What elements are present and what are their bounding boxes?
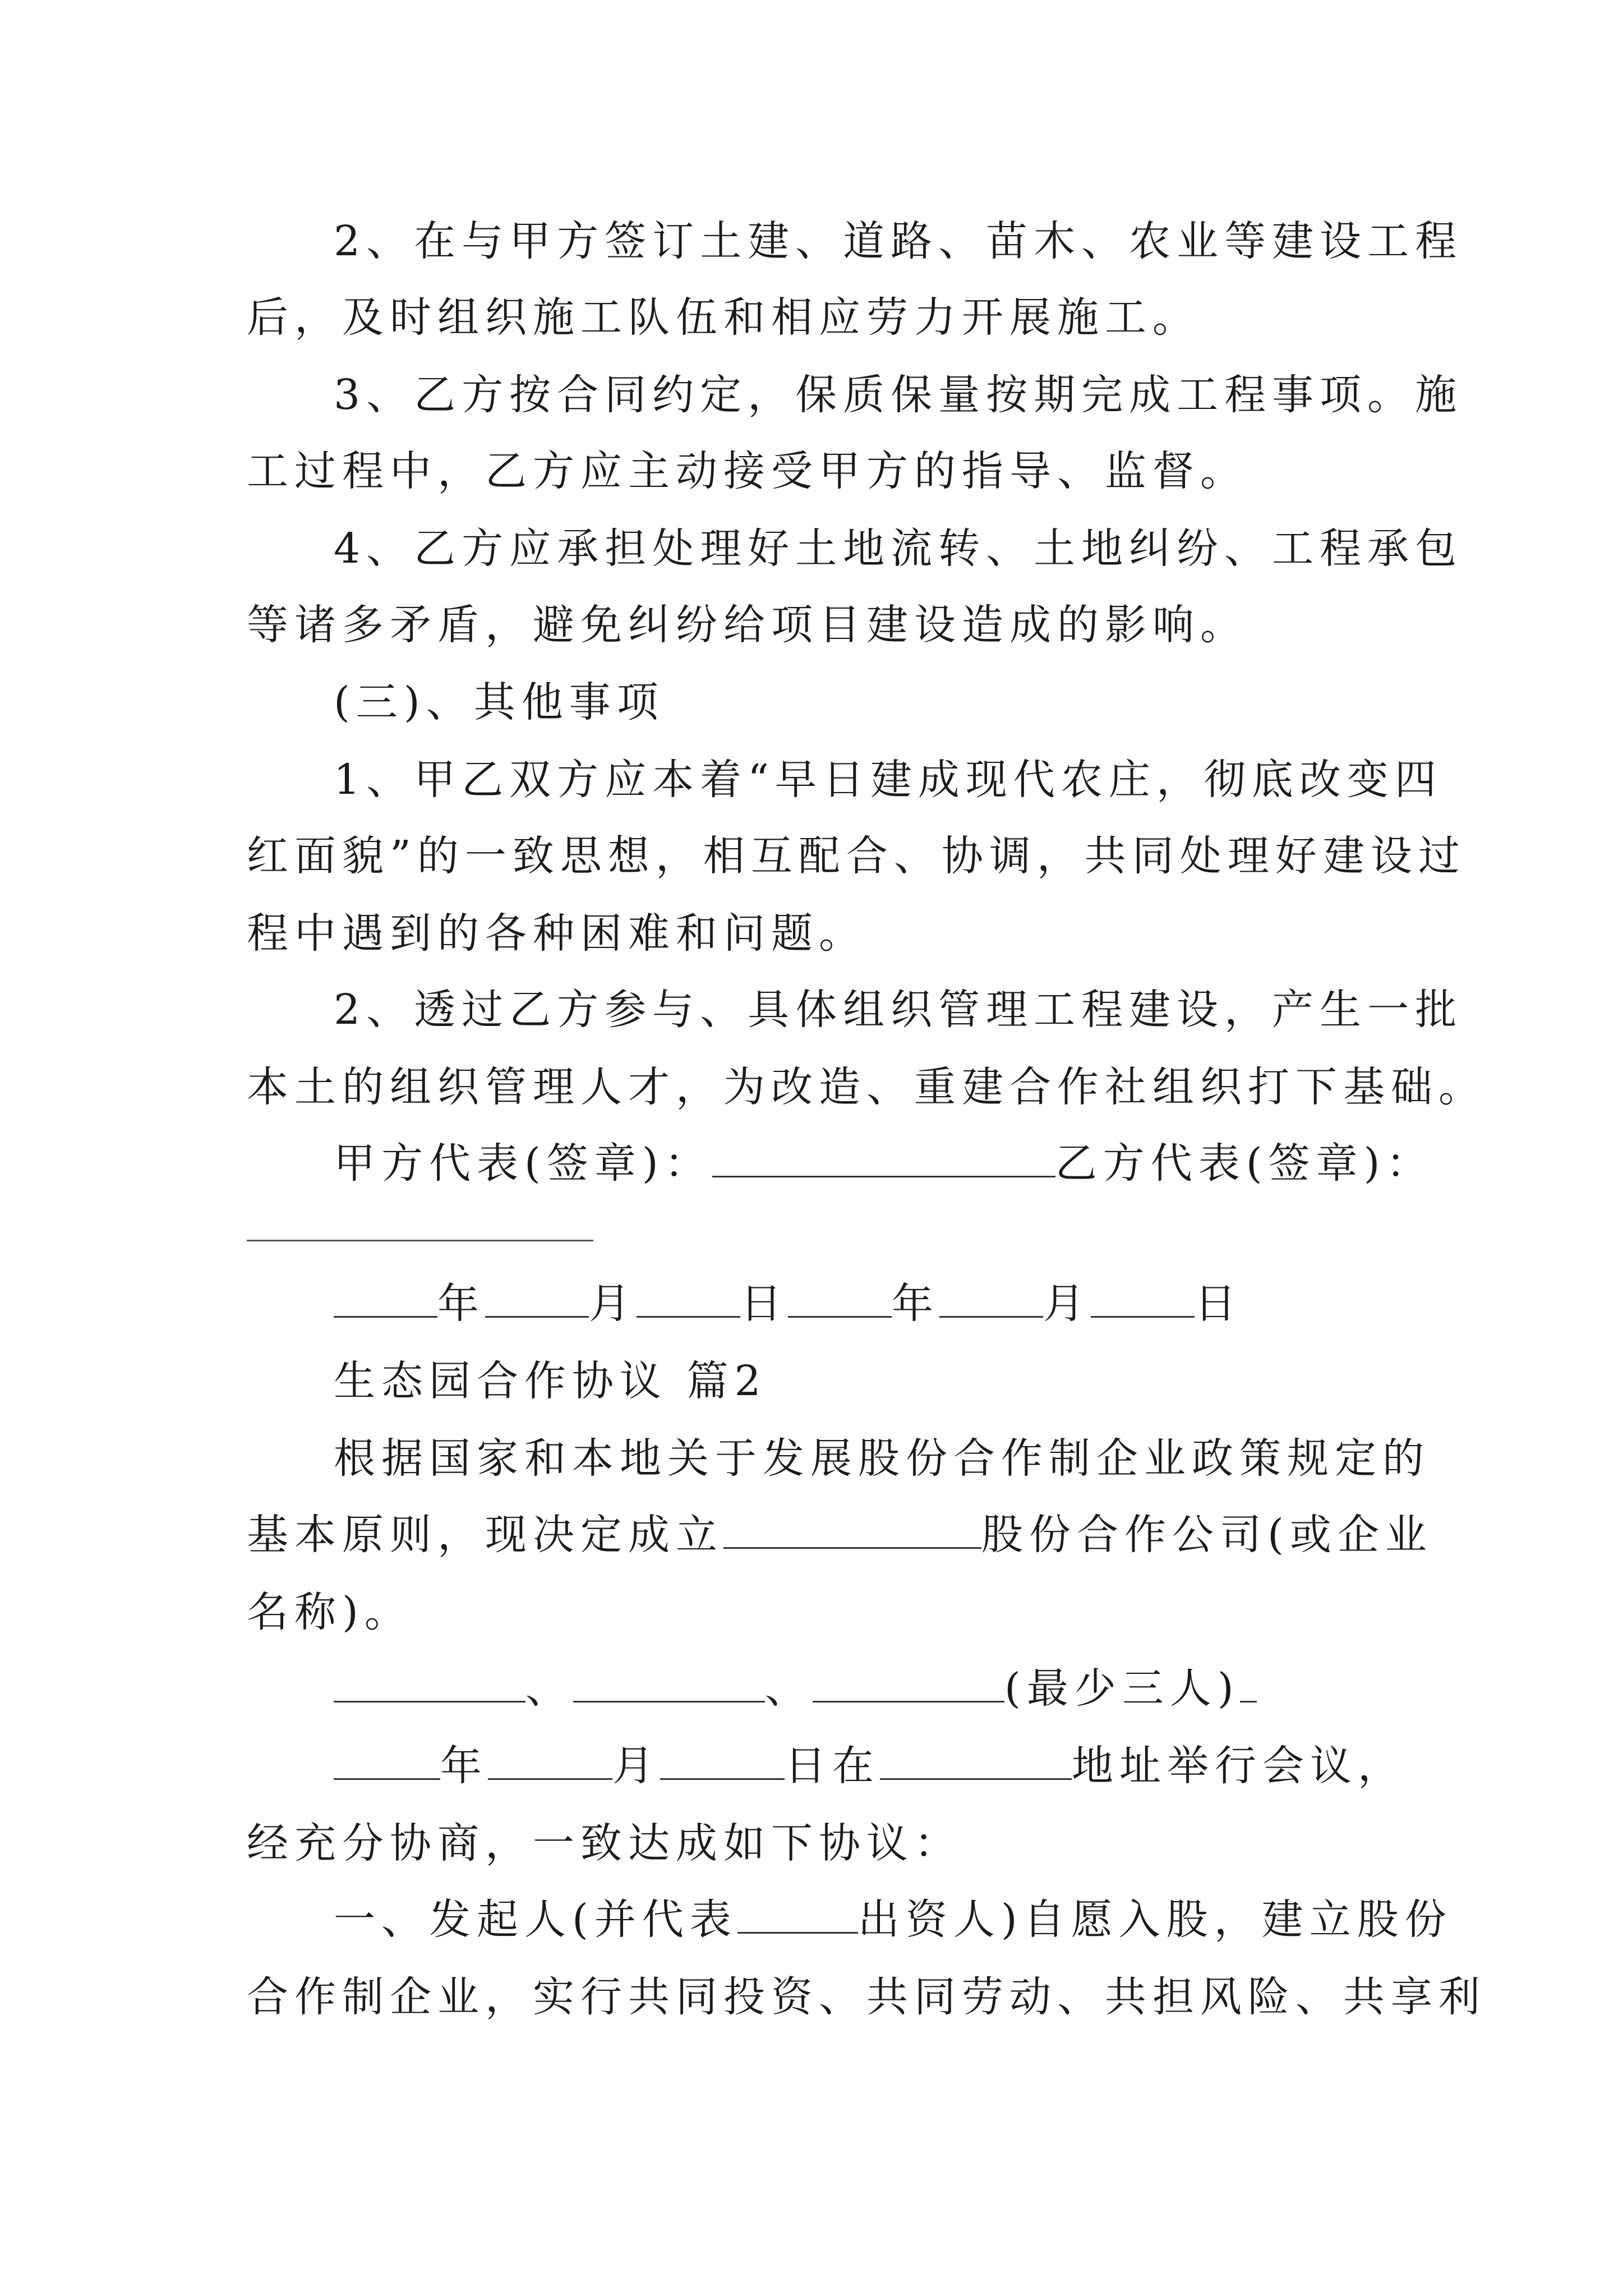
- month-label: 月: [612, 1742, 660, 1790]
- signature-row: [334, 1130, 1434, 1197]
- paragraph-line: 1、甲乙双方应本着“早日建成现代农庄，彻底改变四: [334, 756, 1442, 804]
- year-blank: [334, 1279, 437, 1318]
- subsection-heading: (三)、其他事项: [334, 678, 665, 726]
- separator: 、: [525, 1664, 573, 1713]
- separator: 、: [765, 1664, 813, 1713]
- day-blank: [637, 1279, 740, 1318]
- month-blank: [488, 1741, 612, 1780]
- year-blank: [334, 1741, 440, 1780]
- text-segment: 在: [832, 1742, 880, 1790]
- founders-note: (最少三人): [1004, 1664, 1240, 1713]
- paragraph-line: 经充分协商，一致达成如下协议：: [247, 1819, 962, 1867]
- party-b-signature-blank: [247, 1240, 593, 1241]
- paragraph-line: 2、在与甲方签订土建、道路、苗木、农业等建设工程: [334, 217, 1463, 265]
- paragraph-line: 本土的组织管理人才，为改造、重建合作社组织打下基础。: [247, 1063, 1486, 1111]
- paragraph-line: [247, 1501, 1433, 1568]
- text-segment: 一、发起人(并代表: [334, 1895, 737, 1944]
- party-b-signature-label: 乙方代表(签章)：: [1055, 1139, 1434, 1188]
- party-a-signature-blank: [712, 1139, 1055, 1177]
- text-segment: 地址举行会议，: [1072, 1742, 1405, 1790]
- meeting-row: [334, 1732, 1405, 1800]
- paragraph-line: 工过程中，乙方应主动接受甲方的指导、监督。: [247, 447, 1248, 495]
- founder-blank: [334, 1664, 525, 1703]
- paragraph-line: 4、乙方应承担处理好土地流转、土地纠纷、工程承包: [334, 524, 1463, 573]
- day-label: 日: [1195, 1280, 1242, 1328]
- investor-count-blank: [737, 1895, 858, 1934]
- paragraph-line: 3、乙方按合同约定，保质保量按期完成工程事项。施: [334, 371, 1463, 419]
- address-blank: [880, 1741, 1072, 1780]
- paragraph-line: 等诸多矛盾，避免纠纷给项目建设造成的影响。: [247, 601, 1248, 649]
- month-blank: [939, 1279, 1043, 1318]
- day-label: 日: [740, 1280, 788, 1328]
- text-segment: 出资人)自愿入股，建立股份: [857, 1895, 1453, 1944]
- section-title: 生态园合作协议 篇2: [334, 1357, 767, 1405]
- month-label: 月: [1043, 1280, 1091, 1328]
- text-segment: 基本原则，现决定成立: [247, 1511, 723, 1559]
- text-segment: 股份合作公司(或企业: [981, 1511, 1433, 1559]
- founder-blank: [573, 1664, 765, 1703]
- year-label: 年: [892, 1280, 939, 1328]
- day-blank: [1091, 1279, 1195, 1318]
- paragraph-line: [334, 1886, 1453, 1953]
- date-row: [334, 1270, 1242, 1337]
- paragraph-line: 红面貌”的一致思想，相互配合、协调，共同处理好建设过: [247, 832, 1466, 880]
- year-label: 年: [437, 1280, 485, 1328]
- party-a-signature-label: 甲方代表(签章)：: [334, 1139, 712, 1188]
- paragraph-line: 2、透过乙方参与、具体组织管理工程建设，产生一批: [334, 986, 1463, 1034]
- trailing-blank: [1240, 1664, 1257, 1703]
- paragraph-line: 根据国家和本地关于发展股份合作制企业政策规定的: [334, 1434, 1430, 1483]
- paragraph-line: 名称)。: [247, 1588, 412, 1636]
- year-label: 年: [440, 1742, 488, 1790]
- month-blank: [485, 1279, 589, 1318]
- day-blank: [660, 1741, 785, 1780]
- founders-row: [334, 1655, 1257, 1722]
- company-name-blank: [723, 1510, 981, 1549]
- paragraph-line: 合作制企业，实行共同投资、共同劳动、共担风险、共享利: [247, 1973, 1486, 2021]
- month-label: 月: [589, 1280, 637, 1328]
- founder-blank: [813, 1664, 1004, 1703]
- paragraph-line: 程中遇到的各种困难和问题。: [247, 909, 866, 958]
- paragraph-line: 后，及时组织施工队伍和相应劳力开展施工。: [247, 293, 1200, 342]
- year-blank: [788, 1279, 892, 1318]
- day-label: 日: [785, 1742, 832, 1790]
